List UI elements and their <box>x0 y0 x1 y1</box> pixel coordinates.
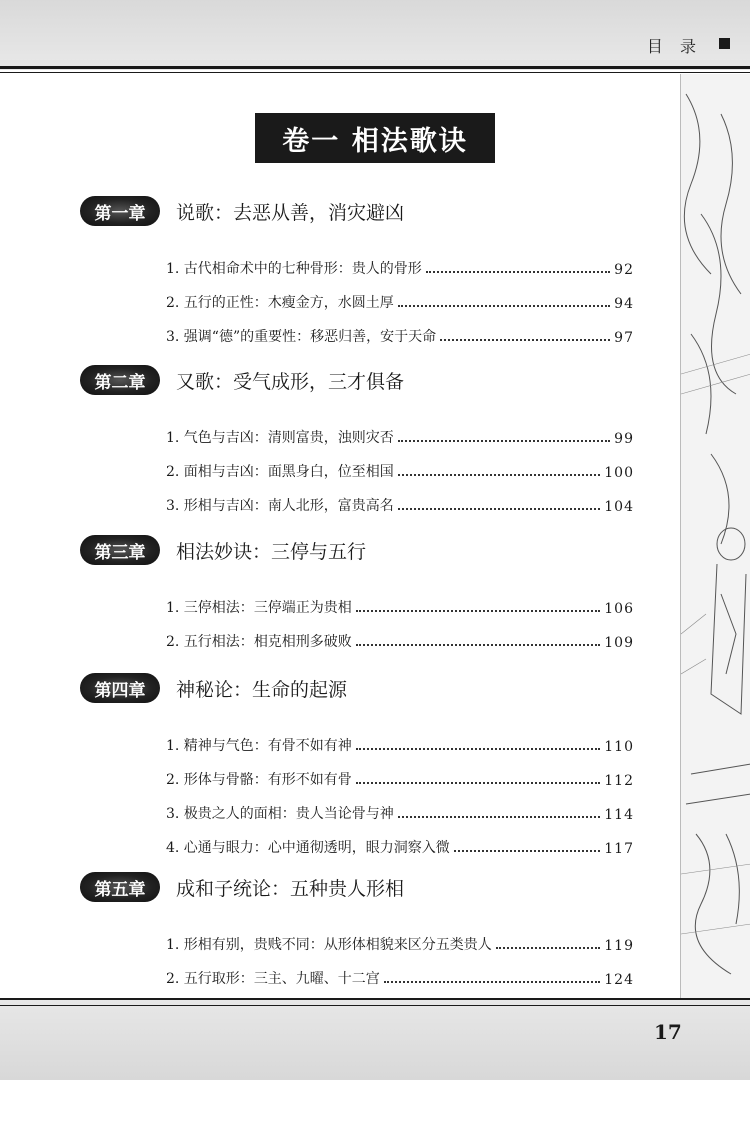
dot-leader <box>440 339 610 341</box>
entry-subtitle: 三停端正为贵相 <box>253 600 352 616</box>
chapter-5 <box>0 872 680 988</box>
entry-page: 106 <box>604 601 634 617</box>
entry-label: 1. 气色与吉凶： <box>166 430 268 446</box>
entry-subtitle: 面黑身白，位至相国 <box>267 464 394 480</box>
dot-leader <box>398 474 600 476</box>
chapter-badge: 第四章 <box>80 673 160 703</box>
toc-entry[interactable] <box>166 823 634 857</box>
page-footer <box>0 1000 750 1080</box>
chapter-title: 又歌：受气成形，三才俱备 <box>176 371 405 393</box>
chapter-badge: 第三章 <box>80 535 160 565</box>
header-rule-thin <box>0 72 750 73</box>
entry-page: 100 <box>604 465 634 481</box>
toc-entry[interactable] <box>166 583 634 617</box>
toc-entry[interactable] <box>166 481 634 515</box>
toc-entry[interactable] <box>166 244 634 278</box>
dot-leader <box>398 440 610 442</box>
dot-leader <box>356 782 600 784</box>
entry-label: 3. 形相与吉凶： <box>166 498 268 514</box>
dot-leader <box>384 981 600 983</box>
toc-entry[interactable] <box>166 617 634 651</box>
dot-leader <box>356 610 600 612</box>
toc-entry[interactable] <box>166 954 634 988</box>
dot-leader <box>356 644 600 646</box>
header-rule <box>0 66 750 69</box>
entry-subtitle: 清则富贵，浊则灾否 <box>267 430 394 446</box>
chapter-title: 神秘论：生命的起源 <box>176 679 348 701</box>
entry-label: 1. 形相有别，贵贱不同： <box>166 937 324 953</box>
toc-entry[interactable] <box>166 278 634 312</box>
toc-entry[interactable] <box>166 789 634 823</box>
toc-entry[interactable] <box>166 721 634 755</box>
entry-page: 99 <box>614 431 634 447</box>
ink-drawing-icon <box>681 74 750 999</box>
chapter-title: 成和子统论：五种贵人形相 <box>176 878 405 900</box>
page-number: 17 <box>654 1020 682 1044</box>
chapter-title: 相法妙诀：三停与五行 <box>176 541 367 563</box>
entry-page: 110 <box>604 739 634 755</box>
chapter-3 <box>0 535 680 651</box>
entry-label: 3. 强调“德”的重要性： <box>166 329 311 345</box>
dot-leader <box>496 947 600 949</box>
toc-entry[interactable] <box>166 413 634 447</box>
entry-label: 1. 精神与气色： <box>166 738 268 754</box>
toc-entry[interactable] <box>166 447 634 481</box>
entry-label: 2. 形体与骨骼： <box>166 772 268 788</box>
entry-label: 2. 五行相法： <box>166 634 254 650</box>
dot-leader <box>356 748 600 750</box>
entry-page: 119 <box>604 938 634 954</box>
entry-subtitle: 贵人当论骨与神 <box>295 806 394 822</box>
entry-page: 97 <box>614 330 634 346</box>
dot-leader <box>454 850 600 852</box>
chapter-badge: 第五章 <box>80 872 160 902</box>
entry-page: 104 <box>604 499 634 515</box>
entry-subtitle: 有形不如有骨 <box>267 772 352 788</box>
footer-rule-thin <box>0 1005 750 1006</box>
dot-leader <box>426 271 610 273</box>
chapter-4 <box>0 673 680 857</box>
entry-label: 2. 五行的正性： <box>166 295 268 311</box>
entry-subtitle: 相克相刑多破败 <box>253 634 352 650</box>
entry-page: 117 <box>604 841 634 857</box>
entry-subtitle: 有骨不如有神 <box>267 738 352 754</box>
entry-page: 124 <box>604 972 634 988</box>
entry-subtitle: 移恶归善，安于天命 <box>310 329 437 345</box>
chapter-1 <box>0 196 680 346</box>
entry-subtitle: 从形体相貌来区分五类贵人 <box>323 937 492 953</box>
entry-label: 2. 五行取形： <box>166 971 254 987</box>
volume-title: 卷一 相法歌诀 <box>255 113 495 163</box>
entry-subtitle: 贵人的骨形 <box>351 261 422 277</box>
dot-leader <box>398 816 600 818</box>
entry-label: 4. 心通与眼力： <box>166 840 268 856</box>
entry-page: 112 <box>604 773 634 789</box>
entry-label: 1. 三停相法： <box>166 600 254 616</box>
entry-label: 2. 面相与吉凶： <box>166 464 268 480</box>
square-icon <box>719 38 730 49</box>
toc-entry[interactable] <box>166 312 634 346</box>
entry-subtitle: 三主、九曜、十二宫 <box>253 971 380 987</box>
entry-label: 3. 极贵之人的面相： <box>166 806 296 822</box>
entry-page: 94 <box>614 296 634 312</box>
chapter-2 <box>0 365 680 515</box>
entry-subtitle: 木瘦金方，水圆土厚 <box>267 295 394 311</box>
dot-leader <box>398 508 600 510</box>
chapter-title: 说歌：去恶从善，消灾避凶 <box>176 202 405 224</box>
entry-page: 92 <box>614 262 634 278</box>
chapter-badge: 第二章 <box>80 365 160 395</box>
side-illustration <box>680 74 750 999</box>
page-header <box>0 0 750 70</box>
running-header-label: 目 录 <box>646 37 702 56</box>
toc-entry[interactable] <box>166 920 634 954</box>
entry-subtitle: 南人北形，富贵高名 <box>267 498 394 514</box>
entry-page: 114 <box>604 807 634 823</box>
dot-leader <box>398 305 610 307</box>
chapter-badge: 第一章 <box>80 196 160 226</box>
entry-page: 109 <box>604 635 634 651</box>
entry-subtitle: 心中通彻透明，眼力洞察入微 <box>267 840 450 856</box>
entry-label: 1. 古代相命术中的七种骨形： <box>166 261 352 277</box>
toc-entry[interactable] <box>166 755 634 789</box>
